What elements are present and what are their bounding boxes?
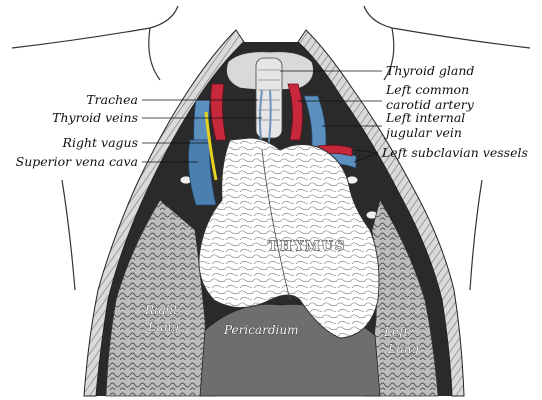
pericardium-label: Pericardium — [224, 323, 299, 337]
label-thyroid-veins: Thyroid veins — [52, 110, 138, 125]
label-left-common-line1: Left common — [386, 82, 470, 97]
right-lung-label-line1: Right — [145, 303, 179, 317]
label-left-internal-line1: Left internal — [386, 110, 466, 125]
label-trachea: Trachea — [86, 92, 138, 107]
left-lung-label-line2: Lung — [388, 342, 420, 356]
left-lung-label-line1: Left — [384, 325, 409, 339]
label-left-subclavian: Left subclavian vessels — [382, 145, 528, 160]
thymus-label: THYMUS — [268, 239, 347, 254]
label-left-internal-line2: jugular vein — [386, 125, 462, 140]
label-superior-vena-cava: Superior vena cava — [15, 154, 138, 169]
label-right-vagus: Right vagus — [62, 135, 138, 150]
label-left-common-line2: carotid artery — [386, 97, 474, 112]
right-lung-label-line2: Lung — [148, 320, 180, 334]
label-thyroid-gland: Thyroid gland — [386, 63, 475, 78]
